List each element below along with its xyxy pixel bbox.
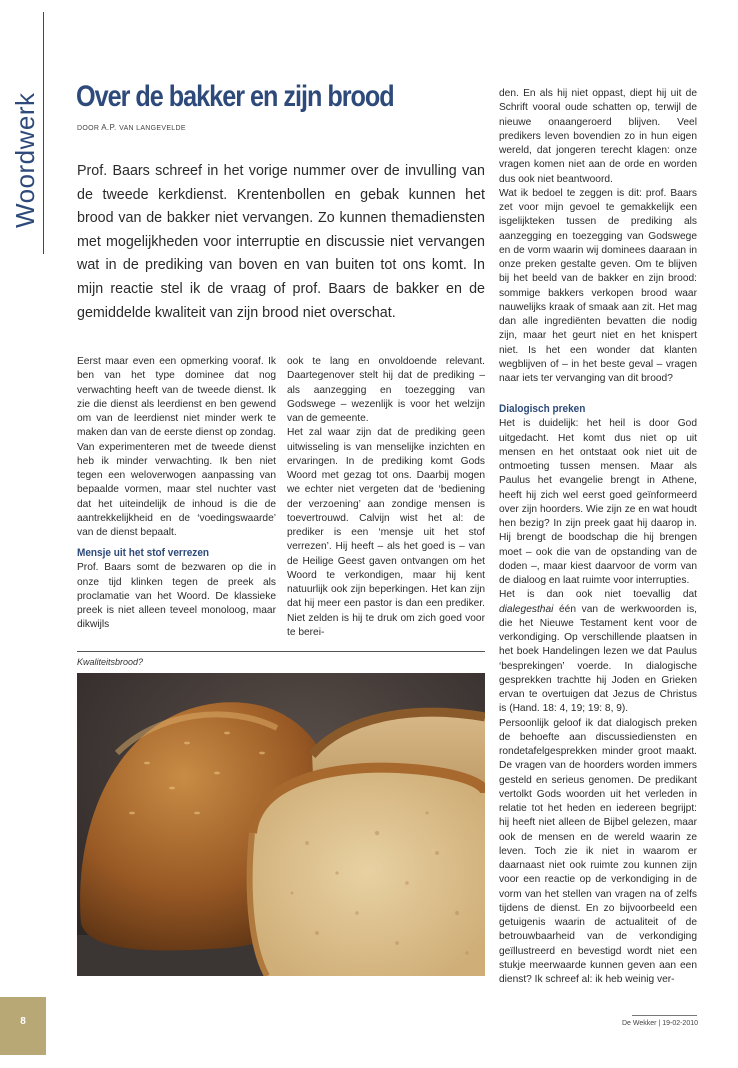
greek-term: dialegesthai [499,603,554,615]
footer-publication: De Wekker | 19-02-2010 [622,1020,699,1027]
footer-rule [632,1015,697,1016]
section-label: Woordwerk [10,92,40,228]
intro [77,160,485,325]
subheading: Mensje uit het stof verrezen [77,547,210,560]
page-number: 8 [20,1016,26,1027]
bread-photo [77,673,485,976]
figure-caption: Kwaliteitsbrood? [77,657,144,667]
text-run: één van de werkwoorden is, die het Nieuwe Testament kent voor de verkondiging. Op verschillende plaatsen in het boek Handelingen lezen we dat Paulus ‘besprekingen’ voerde. In dialogische gesprekken trachtte hij Joden en Grieken ervan te overtuigen dat Jezus de Christus is (Hand. 18: 4, 19; 19: 8, 9). [499,603,697,715]
paragraph: den. En als hij niet oppast, diept hij uit de Schrift vooral oude schatten op, terwijl de nieuwe onaangeroerd blijven. Veel predikers leven bovendien zo in hun eigen wereld, dat jongeren terecht klagen: onze vragen komen niet aan de orde en worden dus ook niet beantwoord. [499,88,697,185]
bread-illustration [77,673,485,976]
paragraph: Eerst maar even een opmerking vooraf. Ik ben van het type dominee dat nog verwachting heeft van de tweede dienst. Ik zie die dienst als leerdienst en ben gewend om van de leerdienst niet minder werk te maken dan van de eerste dienst op zondag. Van experimenteren met de tweede dienst heb ik minder verwachting. Ik ben niet tegen een weloverwogen aanpassing van bepaalde vormen, maar stel nuchter vast dat het uiteindelijk de inhoud is die de aantrekkelijkheid en de ‘voedingswaarde’ van de dienst bepaalt. [77,356,276,538]
subheading: Dialogisch preken [499,403,586,416]
column-1 [77,355,276,633]
article-title: Over de bakker en zijn brood [76,80,394,113]
paragraph: Prof. Baars somt de bezwaren op die in onze tijd klinken tegen de preek als proclamatie van het Woord. De klassieke preek is niet alleen teveel monoloog, maar dikwijls [77,562,276,631]
section-rule [43,12,44,254]
paragraph: Wat ik bedoel te zeggen is dit: prof. Baars zet voor mijn gevoel te gemakkelijk een isgelijkteken tussen de prediking als aanzegging en toezegging van Godswege en de vorm waarin wij dominees daaraan in onze preken gestalte geven. Om te blijven bij het beeld van de bakker en zijn brood: sommige bakkers verkopen brood waar nauwelijks kraak of smaak aan zit. Het mag dan alle ingrediënten bevatten die nodig zijn, maar het geurt niet en het knispert niet. Is het een wonder dat klanten wegblijven of – in het beste geval – vragen naar iets ter vervanging van dit brood? [499,187,697,384]
paragraph: Het zal waar zijn dat de prediking geen uitwisseling is van menselijke inzichten en ervaringen. In de prediking komt Gods Woord met gezag tot ons. Daarbij mogen we echter niet vergeten dat de ‘bediening der verzoening’ aan zondige mensen is toevertrouwd. Calvijn wist het al: de prediker is een ‘mensje uit het stof verrezen’. Hij heeft – als het goed is – van de Heilige Geest gaven ontvangen om het Woord te verkondigen, maar hij kent natuurlijk ook zijn beperkingen. Het kan zijn dat hij meer een pastor is dan een prediker. Niet zelden is hij te druk om zich goed voor te berei- [287,427,485,638]
paragraph: Het is duidelijk: het heil is door God uitgedacht. Het komt dus niet op uit mensen en het ontstaat ook niet uit de ontmoeting tussen mensen. Maar als Paulus het evangelie brengt in Athene, heeft hij zich wel eerst goed geïnformeerd over zijn hoorders. Wie zijn ze en wat houdt hen bezig? In zijn preek gaat hij daarop in. Hij brengt de boodschap die hij brengen moet – ook die van de opstanding van de doden –, maar kiest daarvoor de vorm van de dialoog en laat ruimte voor interrupties. [499,418,697,586]
paragraph: ook te lang en onvoldoende relevant. Daartegenover stelt hij dat de prediking – als aanzegging en toezegging van Godswege – wezenlijk is voor het welzijn van de gemeente. [287,356,485,424]
slice-front [250,768,485,976]
author-initials: A.P. [101,123,117,132]
column-3 [499,87,697,987]
paragraph: Persoonlijk geloof ik dat dialogisch preken de behoefte aan discussiediensten en rondetafelgesprekken minder groot maakt. De vragen van de hoorders worden immers gesteld en serieus genomen. De predikant vertolkt Gods woorden uit het verleden in relatie tot het heden en iedereen begrijpt: hij heeft niet alleen de Bijbel gelezen, maar ook de mensen en de wereld waarin ze leven. Toch zie ik niet in waarom er daarnaast niet ook ruimte zou kunnen zijn voor een reactie op de verkondiging in de vorm van het stellen van vragen na of zelfs tijdens de dienst. En zo bijvoorbeeld een getuigenis waarin de actualiteit of de betrouwbaarheid van de verkondiging geïllustreerd en bevestigd wordt niet een stukje meerwaarde kunnen geven aan een dienst? Ik schreef al: ik heb weinig ver- [499,717,697,985]
byline-prefix: DOOR [77,125,100,132]
intro-text: Prof. Baars schreef in het vorige nummer over de invulling van de tweede kerkdienst. Krentenbollen en gebak kunnen het brood van de bakker niet vervangen. Zo kunnen themadiensten met mogelijkheden voor interruptie en discussie niet vervangen wat in de prediking van boven en van buiten tot ons komt. In mijn reactie stel ik de vraag of prof. Baars de bakker en de gemiddelde kwaliteit van zijn brood niet overschat. [77,163,485,321]
caption-rule [77,651,485,652]
byline [77,123,186,132]
paragraph [499,588,697,716]
text-run: Het is dan ook niet toevallig dat [499,589,697,601]
author-name: VAN LANGEVELDE [119,125,186,132]
column-2 [287,355,485,640]
